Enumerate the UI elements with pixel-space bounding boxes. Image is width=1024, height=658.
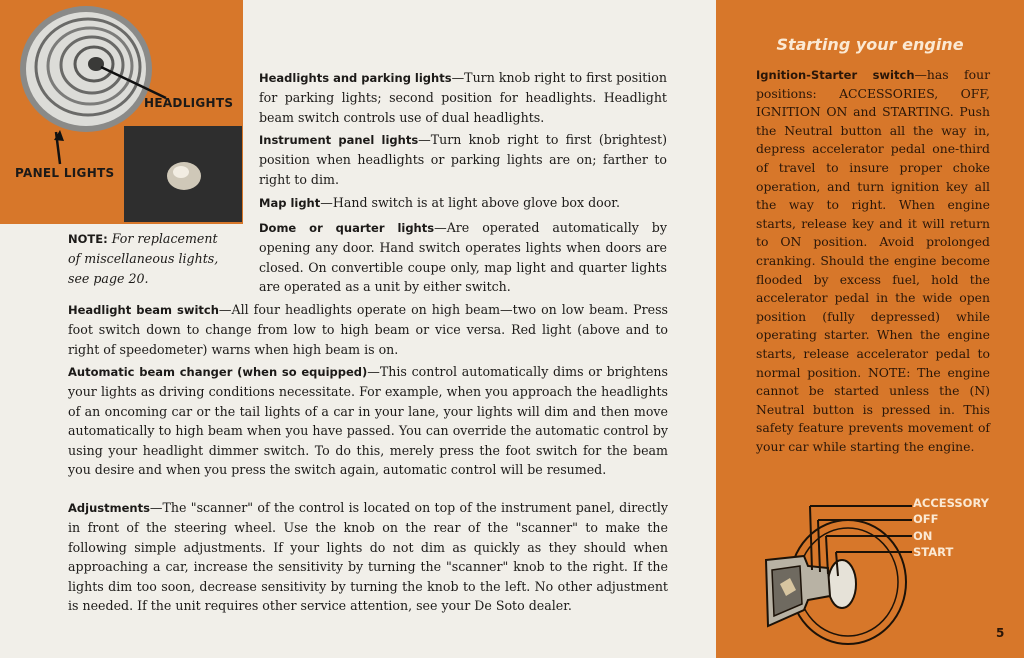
switch-label-accessory: ACCESSORY: [913, 496, 990, 510]
section-headlights-parking: [259, 68, 667, 127]
switch-label-off: OFF: [913, 512, 939, 527]
section-text: —All four headlights operate on high beam—two on low beam. Press foot switch down to change from low to high beam or vice versa. Red light (above and to right of speedometer) warns when high beam is on.: [68, 302, 668, 357]
light-switch-figure: [0, 0, 243, 224]
headlights-label: HEADLIGHTS: [144, 96, 234, 110]
section-heading: Headlights and parking lights: [259, 71, 452, 85]
panel-lights-label: PANEL LIGHTS: [15, 166, 115, 180]
section-headlight-beam-switch: [68, 300, 668, 359]
section-text: —Are operated automatically by opening any door. Hand switch operates lights when doors are closed. On convertible coupe only, map light and quarter lights are operated as a unit by either switch.: [259, 220, 667, 295]
section-heading: Instrument panel lights: [259, 133, 419, 147]
section-text: —The "scanner" of the control is located on top of the instrument panel, directly in front of the steering wheel. Use the knob on the rear of the "scanner" to make the following simple adjustments. If your lights do not dim as quickly as they should when approaching a car, increase the sensitivity by turning the "scanner" knob to the right. If the lights dim too soon, decrease sensitivity by turning the knob to the left. No other adjustment is needed. If the unit requires other service attention, see your De Soto dealer.: [68, 500, 668, 614]
ignition-key-icon: [766, 506, 912, 644]
sidebar-title: Starting your engine: [776, 35, 964, 54]
panel-light-knob-icon: [124, 126, 242, 222]
ignition-starter-section: [756, 66, 990, 456]
section-heading: Dome or quarter lights: [259, 221, 435, 235]
note-text: For replacement of miscellaneous lights, see page 20.: [68, 231, 219, 286]
panel-lights-photo: [124, 126, 242, 222]
sidebar-heading: Ignition-Starter switch: [756, 68, 915, 82]
section-text: —Turn knob right to first position for parking lights; second position for headlights. Headlight beam switch controls use of dual headlights.: [259, 70, 668, 125]
section-heading: Adjustments: [68, 501, 150, 515]
sidebar-text: —has four positions: ACCESSORIES, OFF, IGNITION ON and STARTING. Push the Neutral button all the way in, depress accelerator pedal one-third of travel to insure proper choke operation, and turn ignition key all the way to right. When engine starts, release key and it will return to ON position. Avoid prolonged cranking. Should the engine become flooded by excess fuel, hold the accelerator pedal in the wide open position (fully depressed) while operating starter. When the engine starts, release accelerator pedal to normal position. NOTE: The engine cannot be started unless the (N) Neutral button is pressed in. This safety feature prevents movement of your car while starting the engine.: [756, 67, 990, 454]
note-replacement: [68, 229, 233, 288]
section-automatic-beam-changer: [68, 362, 668, 479]
section-map-light: [259, 193, 667, 213]
page-number: 5: [996, 626, 1005, 640]
section-heading: Map light: [259, 196, 321, 210]
switch-label-start: START: [913, 544, 954, 559]
section-text: —Turn knob right to first (brightest) position when headlights or parking lights are on; farther to right to dim.: [259, 132, 667, 187]
section-dome-quarter-lights: [259, 218, 667, 297]
switch-label-on: ON: [913, 528, 933, 543]
note-heading: NOTE:: [68, 232, 108, 246]
ignition-switch-illustration: [756, 500, 916, 650]
section-text: —This control automatically dims or brightens your lights as driving conditions necessitate. For example, when you approach the headlights of an oncoming car or the tail lights of a car in your lane, your lights will dim and then move automatically to high beam when you have passed. You can override the automatic control by using your headlight dimmer switch. To do this, merely press the foot switch for the beam you desire and when you press the switch again, automatic control will be resumed.: [68, 364, 668, 478]
section-heading: Headlight beam switch: [68, 303, 219, 317]
switch-position-labels: [913, 495, 989, 560]
section-instrument-panel-lights: [259, 130, 667, 189]
section-adjustments: [68, 498, 668, 615]
section-heading: Automatic beam changer (when so equipped): [68, 365, 368, 379]
section-text: —Hand switch is at light above glove box door.: [320, 195, 620, 210]
